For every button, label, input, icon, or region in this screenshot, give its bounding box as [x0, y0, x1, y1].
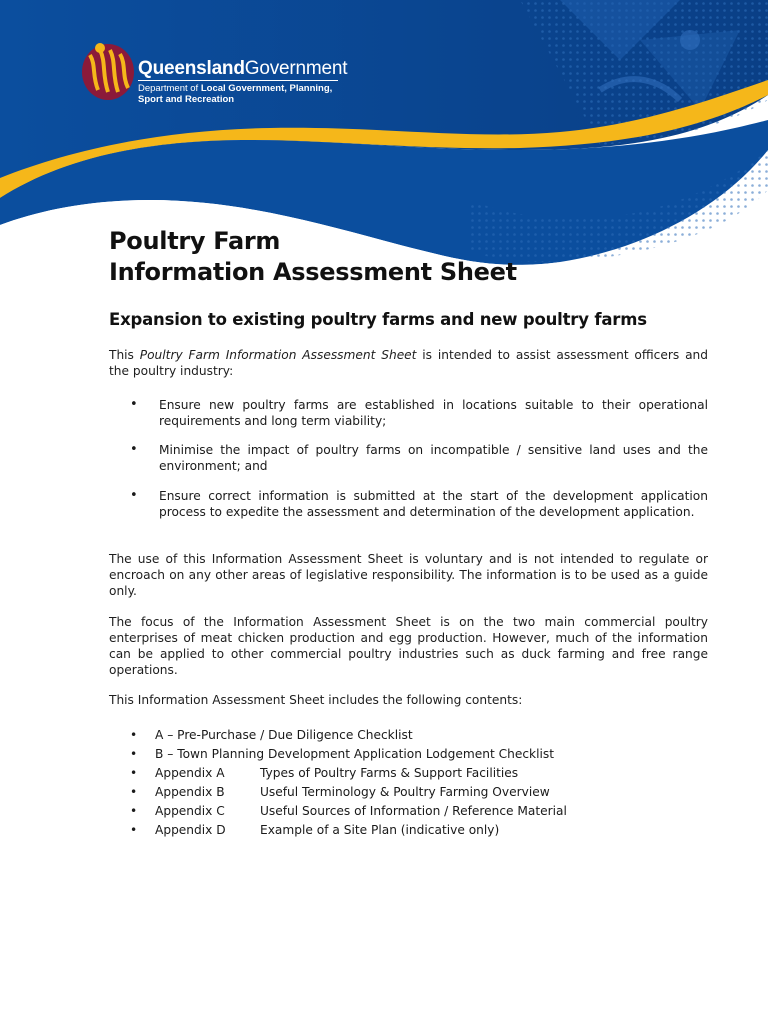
bullet-icon: • — [130, 488, 138, 503]
brand-name: QueenslandGovernment — [138, 58, 348, 79]
bullet-icon: • — [130, 823, 138, 837]
bullet-icon: • — [130, 397, 138, 412]
bullet-icon: • — [130, 747, 138, 761]
bullet-icon: • — [130, 766, 138, 780]
bullet-icon: • — [130, 728, 138, 742]
bullet-icon: • — [130, 804, 138, 818]
logo-divider — [138, 80, 338, 81]
bullet-icon: • — [130, 442, 138, 457]
body-paragraph: The focus of the Information Assessment Sheet is on the two main commercial poultry enterprises of meat chicken production and egg production. However, much of the information can be applied to other commercial poultry industries such as duck farming and free range operations. — [109, 615, 708, 677]
document-title: Poultry Farm Information Assessment Sheet — [109, 227, 517, 286]
purpose-bullet: • Ensure new poultry farms are established in locations suitable to their operational requirements and long term viability; — [130, 397, 708, 428]
intro-paragraph: This Poultry Farm Information Assessment Sheet is intended to assist assessment officers and the poultry industry: — [109, 348, 708, 378]
contents-intro: This Information Assessment Sheet includes the following contents: — [109, 693, 523, 707]
purpose-bullet: • Ensure correct information is submitted at the start of the development application process to expedite the assessment and determination of the development application. — [130, 488, 708, 519]
department-name: Department of Local Government, Planning, Sport and Recreation — [138, 83, 333, 105]
document-subtitle: Expansion to existing poultry farms and new poultry farms — [109, 310, 647, 329]
bullet-icon: • — [130, 785, 138, 799]
purpose-bullet: • Minimise the impact of poultry farms on incompatible / sensitive land uses and the environment; and — [130, 442, 708, 473]
body-paragraph: The use of this Information Assessment Sheet is voluntary and is not intended to regulate or encroach on any other areas of legislative responsibility. The information is to be used as a guide only. — [109, 552, 708, 598]
